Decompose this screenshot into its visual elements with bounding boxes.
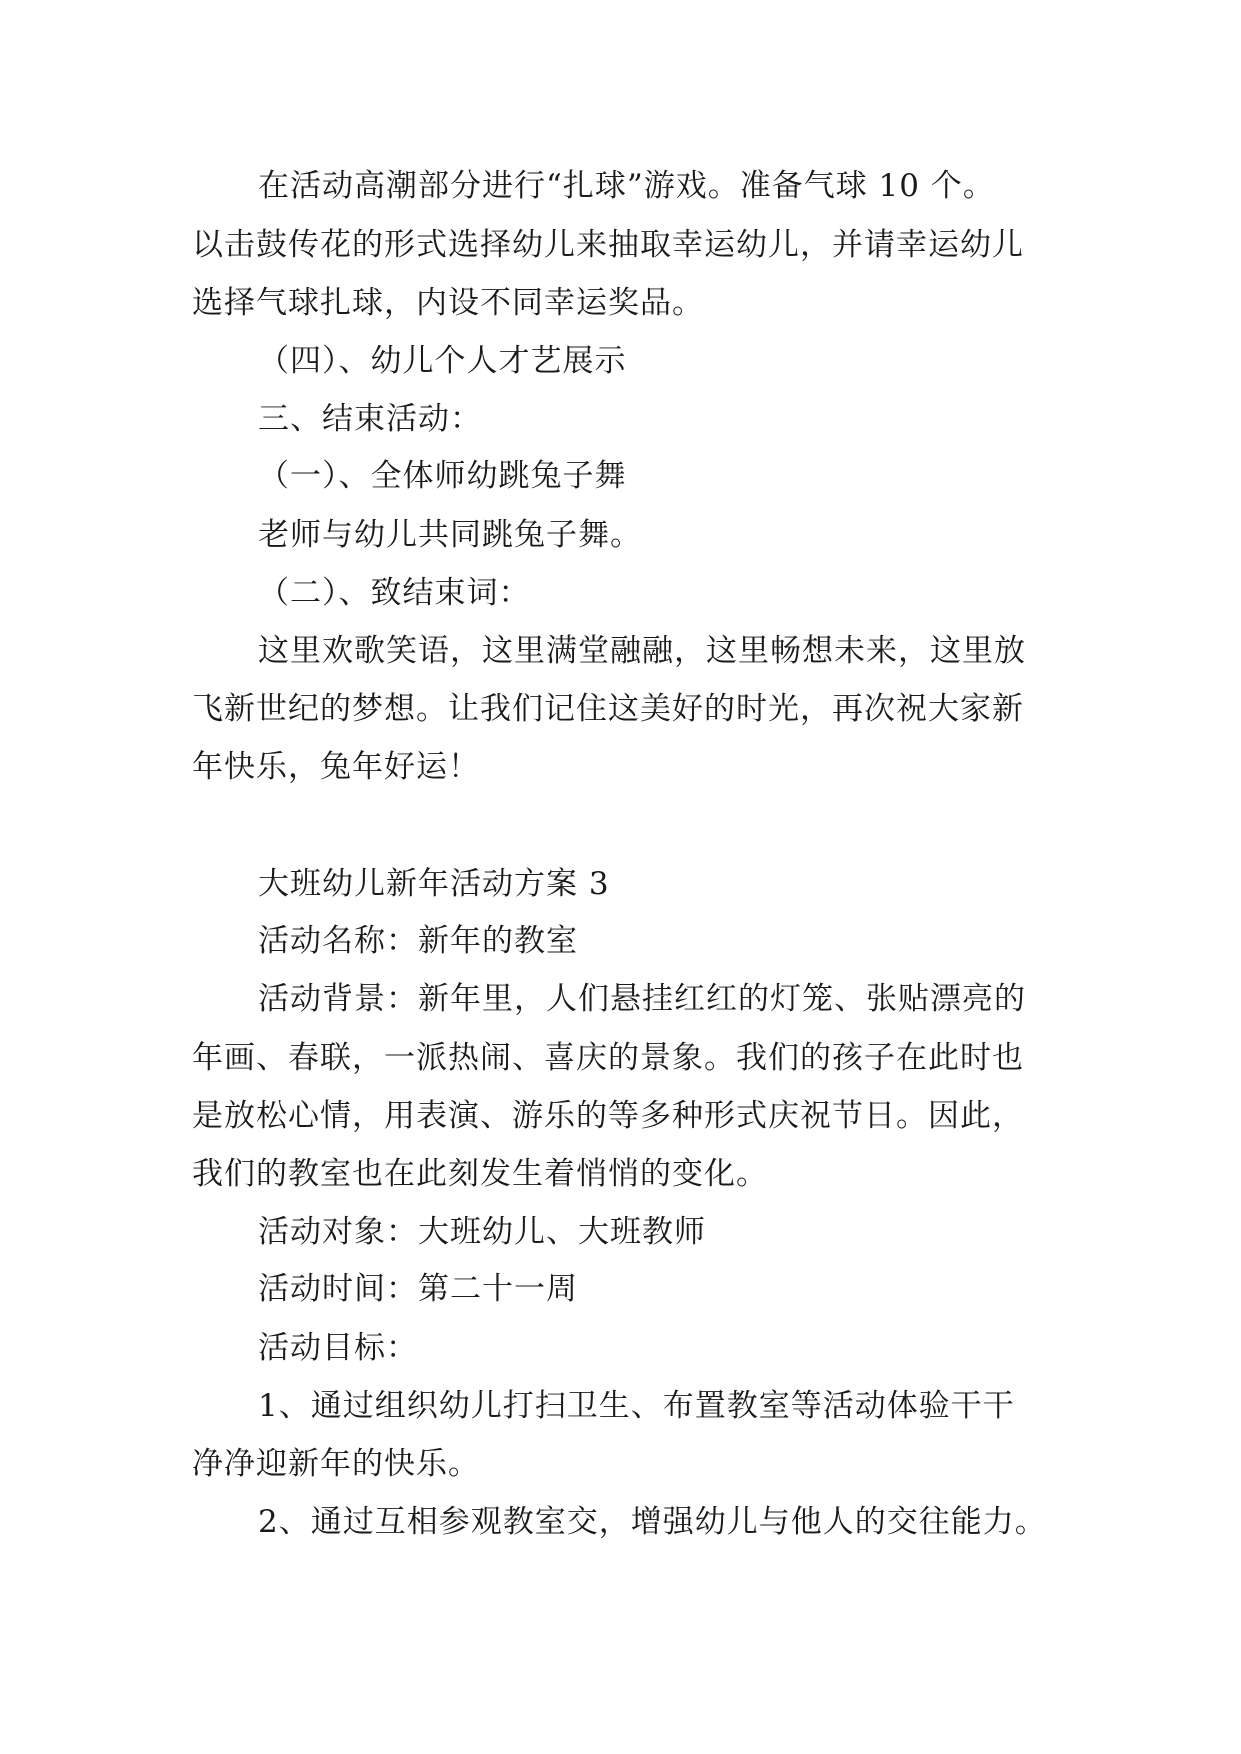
paragraph-line: 老师与幼儿共同跳兔子舞。 bbox=[258, 517, 642, 553]
section-heading: 三、结束活动： bbox=[258, 401, 482, 437]
paragraph-line: 年画、春联，一派热闹、喜庆的景象。我们的孩子在此时也 bbox=[192, 1040, 1024, 1076]
paragraph-line: 活动背景：新年里，人们悬挂红红的灯笼、张贴漂亮的 bbox=[258, 981, 1026, 1017]
paragraph-line: 活动时间：第二十一周 bbox=[258, 1271, 578, 1307]
paragraph-line: 这里欢歌笑语，这里满堂融融，这里畅想未来，这里放 bbox=[258, 633, 1026, 669]
paragraph-line: 选择气球扎球，内设不同幸运奖品。 bbox=[192, 285, 704, 321]
paragraph-line: 我们的教室也在此刻发生着悄悄的变化。 bbox=[192, 1156, 768, 1192]
paragraph-line: 活动对象：大班幼儿、大班教师 bbox=[258, 1214, 706, 1250]
paragraph-line: 在活动高潮部分进行“扎球”游戏。准备气球 10 个。 bbox=[258, 168, 995, 204]
paragraph-line: 1、通过组织幼儿打扫卫生、布置教室等活动体验干干 bbox=[258, 1388, 1015, 1424]
section-heading: （四）、幼儿个人才艺展示 bbox=[258, 343, 627, 379]
paragraph-line: 净净迎新年的快乐。 bbox=[192, 1446, 480, 1482]
paragraph-line: 2、通过互相参观教室交，增强幼儿与他人的交往能力。 bbox=[258, 1504, 1047, 1540]
section-heading: （二）、致结束词： bbox=[258, 575, 531, 611]
paragraph-line: 以击鼓传花的形式选择幼儿来抽取幸运幼儿，并请幸运幼儿 bbox=[192, 227, 1024, 263]
paragraph-line: 是放松心情，用表演、游乐的等多种形式庆祝节日。因此， bbox=[192, 1098, 1024, 1134]
paragraph-line: 活动目标： bbox=[258, 1330, 418, 1366]
paragraph-line: 年快乐，兔年好运！ bbox=[192, 749, 480, 785]
paragraph-line: 活动名称：新年的教室 bbox=[258, 923, 578, 959]
document-title: 大班幼儿新年活动方案 3 bbox=[258, 866, 610, 902]
paragraph-line: 飞新世纪的梦想。让我们记住这美好的时光，再次祝大家新 bbox=[192, 691, 1024, 727]
section-heading: （一）、全体师幼跳兔子舞 bbox=[258, 458, 627, 494]
